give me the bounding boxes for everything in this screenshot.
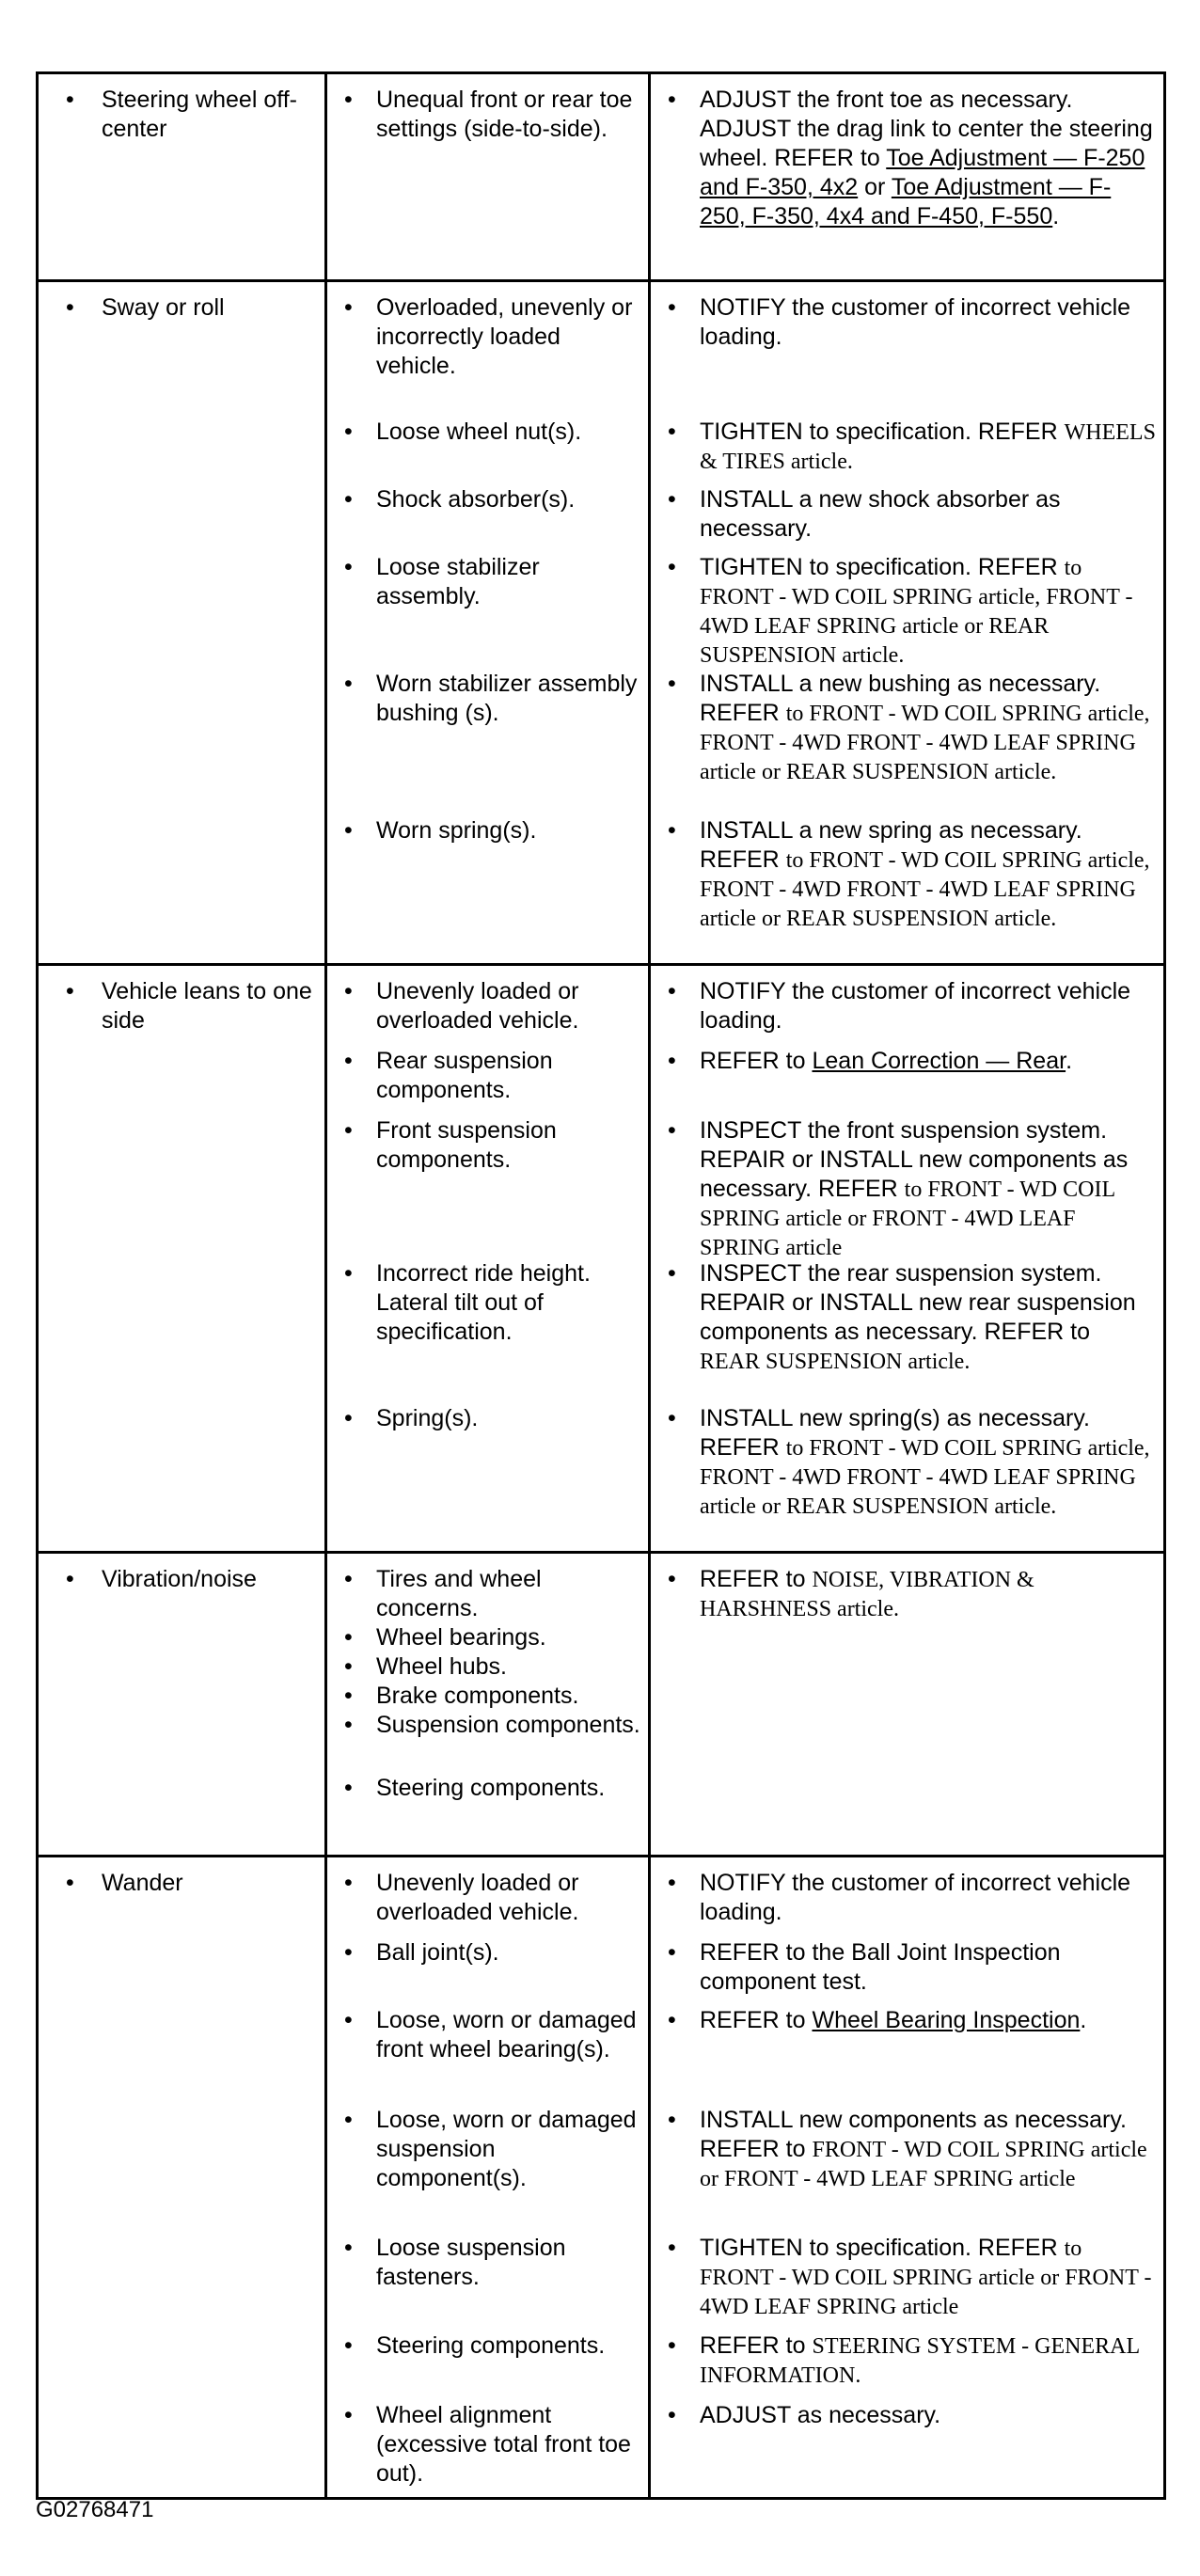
action-block xyxy=(662,2331,1156,2401)
possible-source-text: • Spring(s). xyxy=(339,1404,640,1433)
possible-source-block xyxy=(339,1565,640,1774)
possible-source-text: • Ball joint(s). xyxy=(339,1938,640,1968)
action-segment: INSTALL a new shock absorber as necessary. xyxy=(700,486,1061,542)
possible-source-block xyxy=(339,293,640,418)
possible-source-block xyxy=(339,2006,640,2106)
possible-source-block xyxy=(339,553,640,670)
condition-text: • Sway or roll xyxy=(50,293,317,323)
possible-source-text: • Tires and wheel concerns. xyxy=(339,1565,640,1623)
action-text xyxy=(662,2106,1156,2193)
action-block xyxy=(662,1259,1156,1404)
action-segment: REFER to xyxy=(700,2007,813,2033)
action-block xyxy=(662,1774,1156,1849)
condition-cell xyxy=(38,965,326,1553)
possible-source-text: • Wheel hubs. xyxy=(339,1652,640,1682)
possible-source-text: • Unequal front or rear toe settings (side-to-side). xyxy=(339,86,640,144)
action-segment: NOTIFY the customer of incorrect vehicle loading. xyxy=(700,294,1131,350)
action-text xyxy=(662,2234,1156,2321)
action-segment: INSTALL a new spring as necessary. REFER xyxy=(700,817,1082,873)
action-block xyxy=(662,1404,1156,1545)
possible-source-text: • Wheel bearings. xyxy=(339,1623,640,1652)
action-block xyxy=(662,553,1156,670)
action-segment: REFER to the Ball Joint Inspection component test. xyxy=(700,1939,1061,1995)
condition-text: • Steering wheel off-center xyxy=(50,86,317,144)
figure-id: G02768471 xyxy=(36,2497,154,2522)
possible-source-text: • Unevenly loaded or overloaded vehicle. xyxy=(339,977,640,1035)
possible-source-block xyxy=(339,1774,640,1849)
action-block xyxy=(662,1116,1156,1259)
possible-source-text: • Loose suspension fasteners. xyxy=(339,2234,640,2292)
action-segment: to FRONT - WD COIL SPRING article, FRONT - 4WD FRONT - 4WD LEAF SPRING article or REAR SUSPENSION article. xyxy=(700,848,1150,931)
possible-source-text: • Unevenly loaded or overloaded vehicle. xyxy=(339,1869,640,1927)
possible-source-cell xyxy=(326,281,650,965)
action-segment: TIGHTEN to specification. REFER xyxy=(700,2235,1065,2261)
possible-source-text: • Steering components. xyxy=(339,1774,640,1803)
condition-cell xyxy=(38,1857,326,2499)
condition-cell xyxy=(38,73,326,281)
action-segment: INSTALL new spring(s) as necessary. REFER xyxy=(700,1405,1090,1461)
action-segment: to FRONT - WD COIL SPRING article, FRONT - 4WD LEAF SPRING article or REAR SUSPENSION article. xyxy=(700,556,1133,668)
action-cell xyxy=(650,965,1165,1553)
action-text xyxy=(662,1938,1156,1997)
action-block xyxy=(662,2234,1156,2331)
table-row xyxy=(38,281,1165,965)
possible-source-text: • Brake components. xyxy=(339,1682,640,1711)
possible-source-text: • Suspension components. xyxy=(339,1711,640,1740)
reference-link[interactable]: Wheel Bearing Inspection xyxy=(812,2007,1081,2033)
condition-cell xyxy=(38,1553,326,1857)
action-block xyxy=(662,816,1156,957)
action-block xyxy=(662,86,1156,274)
possible-source-text: • Steering components. xyxy=(339,2331,640,2361)
action-text xyxy=(662,1047,1156,1076)
possible-source-block xyxy=(339,1259,640,1404)
possible-source-block xyxy=(339,670,640,816)
action-block xyxy=(662,1938,1156,2006)
possible-source-block xyxy=(339,1404,640,1545)
action-segment: REFER to xyxy=(700,1048,813,1074)
condition-cell xyxy=(38,281,326,965)
action-cell xyxy=(650,1553,1165,1857)
possible-source-text: • Loose, worn or damaged suspension component(s). xyxy=(339,2106,640,2193)
action-cell xyxy=(650,281,1165,965)
action-block xyxy=(662,1565,1156,1774)
possible-source-text: • Rear suspension components. xyxy=(339,1047,640,1105)
action-segment: WHEELS & TIRES article. xyxy=(700,420,1156,474)
possible-source-block xyxy=(339,1938,640,2006)
action-text xyxy=(662,485,1156,544)
diagnosis-table xyxy=(36,71,1166,2500)
possible-source-block xyxy=(339,1116,640,1259)
action-segment: REAR SUSPENSION article. xyxy=(700,1350,971,1374)
action-segment: ADJUST as necessary. xyxy=(700,2402,941,2428)
action-segment: INSPECT the front suspension system. REPAIR or INSTALL new components as necessary. REFER xyxy=(700,1117,1129,1202)
action-segment: REFER to xyxy=(700,2332,813,2359)
action-text xyxy=(662,977,1156,1035)
action-block xyxy=(662,2006,1156,2106)
action-segment: ADJUST the front toe as necessary. ADJUST the drag link to center the steering wheel. REFER to xyxy=(700,87,1153,171)
action-segment: to FRONT - WD COIL SPRING article or FRONT - 4WD LEAF SPRING article xyxy=(700,1177,1115,1260)
possible-source-block xyxy=(339,977,640,1047)
possible-source-block xyxy=(339,1869,640,1938)
possible-source-text: • Worn stabilizer assembly bushing (s). xyxy=(339,670,640,728)
action-block xyxy=(662,485,1156,553)
action-segment: to FRONT - WD COIL SPRING article, FRONT - 4WD FRONT - 4WD LEAF SPRING article or REAR SUSPENSION article. xyxy=(700,702,1150,784)
action-text xyxy=(662,2331,1156,2390)
possible-source-text: • Shock absorber(s). xyxy=(339,485,640,514)
possible-source-block xyxy=(339,2331,640,2401)
possible-source-text: • Wheel alignment (excessive total front toe out). xyxy=(339,2401,640,2489)
action-segment: FRONT - WD COIL SPRING article or FRONT - 4WD LEAF SPRING article xyxy=(700,2138,1147,2191)
action-segment: . xyxy=(1066,1048,1073,1074)
diagnosis-table-body xyxy=(38,73,1165,2499)
condition-text: • Vehicle leans to one side xyxy=(50,977,317,1035)
action-text xyxy=(662,293,1156,352)
action-block xyxy=(662,2106,1156,2234)
condition-text: • Vibration/noise xyxy=(50,1565,317,1594)
possible-source-block xyxy=(339,485,640,553)
diagnosis-document xyxy=(36,71,1163,2500)
possible-source-block xyxy=(339,2106,640,2234)
action-text xyxy=(662,1116,1156,1262)
action-cell xyxy=(650,73,1165,281)
possible-source-text: • Front suspension components. xyxy=(339,1116,640,1175)
possible-source-cell xyxy=(326,73,650,281)
action-text xyxy=(662,418,1156,476)
action-block xyxy=(662,1047,1156,1116)
action-segment: TIGHTEN to specification. REFER xyxy=(700,554,1065,580)
action-text xyxy=(662,1565,1156,1623)
action-segment: INSTALL a new bushing as necessary. REFER xyxy=(700,671,1101,726)
action-segment: to FRONT - WD COIL SPRING article or FRONT - 4WD LEAF SPRING article xyxy=(700,2236,1152,2319)
action-block xyxy=(662,670,1156,816)
action-text xyxy=(662,553,1156,670)
action-text xyxy=(662,1259,1156,1376)
possible-source-text: • Incorrect ride height. Lateral tilt out of specification. xyxy=(339,1259,640,1347)
action-block xyxy=(662,977,1156,1047)
possible-source-block xyxy=(339,1047,640,1116)
table-row xyxy=(38,73,1165,281)
action-text xyxy=(662,86,1156,231)
possible-source-block xyxy=(339,816,640,957)
possible-source-cell xyxy=(326,965,650,1553)
action-segment: STEERING SYSTEM - GENERAL INFORMATION. xyxy=(700,2334,1140,2388)
possible-source-block xyxy=(339,86,640,274)
table-row xyxy=(38,965,1165,1553)
action-segment: NOTIFY the customer of incorrect vehicle loading. xyxy=(700,978,1131,1034)
action-segment: INSTALL new components as necessary. REFER to xyxy=(700,2107,1127,2162)
table-row xyxy=(38,1553,1165,1857)
action-segment: INSPECT the rear suspension system. REPAIR or INSTALL new rear suspension components as necessary. REFER to xyxy=(700,1260,1136,1345)
table-row xyxy=(38,1857,1165,2499)
action-cell xyxy=(650,1857,1165,2499)
action-text xyxy=(662,670,1156,786)
possible-source-cell xyxy=(326,1857,650,2499)
action-text xyxy=(662,1404,1156,1521)
possible-source-block xyxy=(339,418,640,485)
possible-source-text: • Overloaded, unevenly or incorrectly loaded vehicle. xyxy=(339,293,640,381)
action-segment: . xyxy=(1052,203,1060,229)
reference-link[interactable]: Lean Correction — Rear xyxy=(812,1048,1066,1074)
action-block xyxy=(662,293,1156,418)
action-block xyxy=(662,1869,1156,1938)
reference-link[interactable]: Toe Adjustment — F-250 and F-350, 4x2 xyxy=(700,145,1145,200)
action-segment: REFER to xyxy=(700,1566,813,1592)
possible-source-text: • Loose, worn or damaged front wheel bearing(s). xyxy=(339,2006,640,2064)
possible-source-block xyxy=(339,2234,640,2331)
action-segment: or xyxy=(858,174,892,200)
action-segment: TIGHTEN to specification. REFER xyxy=(700,419,1065,445)
possible-source-cell xyxy=(326,1553,650,1857)
action-text xyxy=(662,816,1156,933)
action-text xyxy=(662,2401,1156,2430)
action-segment: NOISE, VIBRATION & HARSHNESS article. xyxy=(700,1568,1034,1621)
action-block xyxy=(662,2401,1156,2491)
action-block xyxy=(662,418,1156,485)
action-segment: NOTIFY the customer of incorrect vehicle loading. xyxy=(700,1870,1131,1925)
action-text xyxy=(662,2006,1156,2035)
possible-source-text: • Loose wheel nut(s). xyxy=(339,418,640,447)
action-text xyxy=(662,1869,1156,1927)
possible-source-block xyxy=(339,2401,640,2491)
action-segment: . xyxy=(1080,2007,1087,2033)
action-segment: to FRONT - WD COIL SPRING article, FRONT - 4WD FRONT - 4WD LEAF SPRING article or REAR SUSPENSION article. xyxy=(700,1436,1150,1519)
possible-source-text: • Worn spring(s). xyxy=(339,816,640,845)
possible-source-text: • Loose stabilizer assembly. xyxy=(339,553,640,611)
reference-link[interactable]: Toe Adjustment — F-250, F-350, 4x4 and F-450, F-550 xyxy=(700,174,1112,229)
condition-text: • Wander xyxy=(50,1869,317,1898)
